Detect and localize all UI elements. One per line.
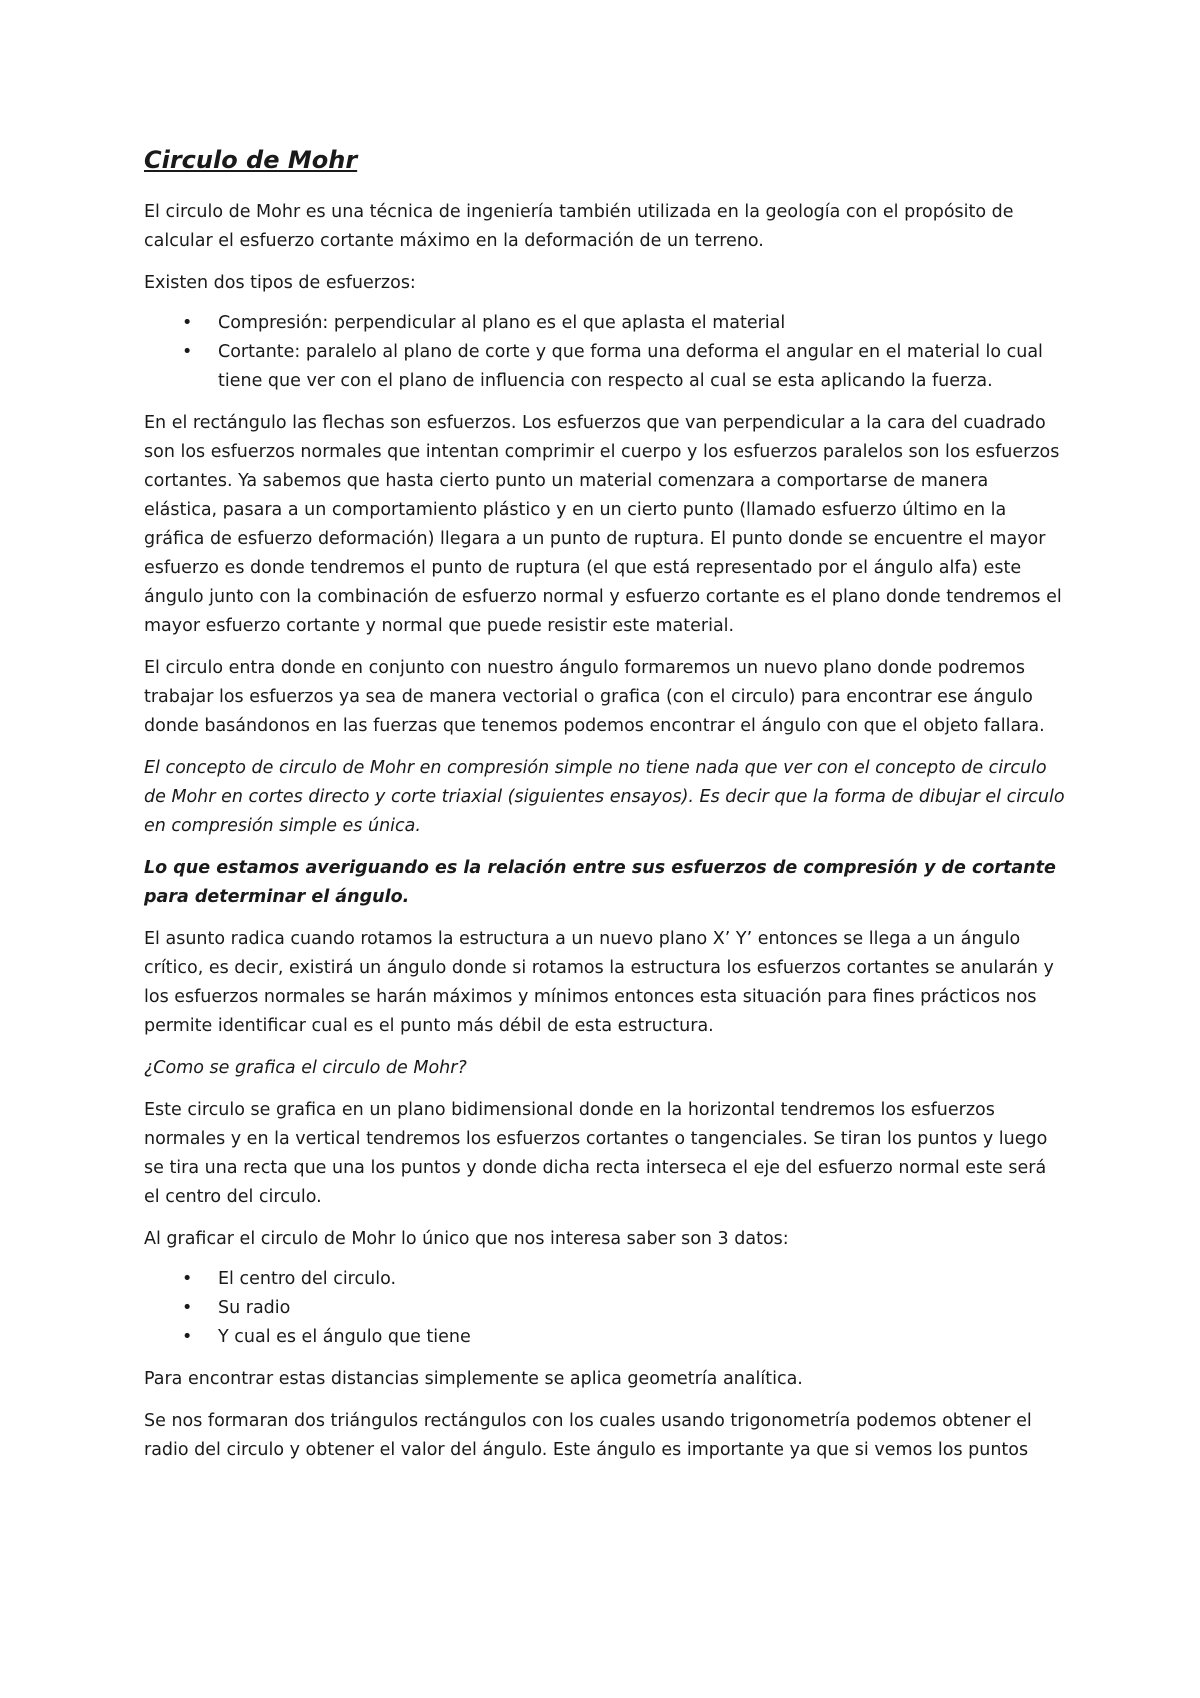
bullet-icon: • [182, 1327, 193, 1347]
bullet-icon: • [182, 342, 193, 362]
bullet-icon: • [182, 1298, 193, 1318]
types-list [144, 309, 1066, 396]
geometry-paragraph: Para encontrar estas distancias simplemente se aplica geometría analítica. [144, 1369, 803, 1389]
emphasis-paragraph: Lo que estamos averiguando es la relación entre sus esfuerzos de compresión y de cortante para determinar el ángulo. [144, 858, 1056, 907]
document-page [144, 142, 1066, 1478]
list-item-text: Y cual es el ángulo que tiene [218, 1327, 471, 1347]
italic-note-paragraph: El concepto de circulo de Mohr en compresión simple no tiene nada que ver con el concepto de circulo de Mohr en cortes directo y corte triaxial (siguientes ensayos). Es decir que la forma de dibujar el circulo en compresión simple es única. [144, 758, 1065, 836]
list-item [144, 1323, 1066, 1352]
bullet-icon: • [182, 1269, 193, 1289]
types-heading: Existen dos tipos de esfuerzos: [144, 273, 416, 293]
list-item-text: Su radio [218, 1298, 291, 1318]
list-item [144, 1294, 1066, 1323]
list-item-text: El centro del circulo. [218, 1269, 397, 1289]
rotation-paragraph: El asunto radica cuando rotamos la estructura a un nuevo plano X’ Y’ entonces se llega a un ángulo crítico, es decir, existirá un ángulo donde si rotamos la estructura los esfuerzos cortantes se anularán y los esfuerzos normales se harán máximos y mínimos entonces esta situación para fines prácticos nos permite identificar cual es el punto más débil de esta estructura. [144, 929, 1054, 1036]
triangles-paragraph: Se nos formaran dos triángulos rectángulos con los cuales usando trigonometría podemos obtener el radio del circulo y obtener el valor del ángulo. Este ángulo es importante ya que si vemos los puntos [144, 1411, 1032, 1460]
list-item [144, 309, 1066, 338]
graph-paragraph: Este circulo se grafica en un plano bidimensional donde en la horizontal tendremos los esfuerzos normales y en la vertical tendremos los esfuerzos cortantes o tangenciales. Se tiran los puntos y luego se tira una recta que una los puntos y donde dicha recta interseca el eje del esfuerzo normal este será el centro del circulo. [144, 1100, 1048, 1207]
circle-paragraph: El circulo entra donde en conjunto con nuestro ángulo formaremos un nuevo plano donde podremos trabajar los esfuerzos ya sea de manera vectorial o grafica (con el circulo) para encontrar ese ángulo donde basándonos en las fuerzas que tenemos podemos encontrar el ángulo con que el objeto fallara. [144, 658, 1045, 736]
document-title: Circulo de Mohr [144, 146, 358, 174]
list-item [144, 1265, 1066, 1294]
question-heading: ¿Como se grafica el circulo de Mohr? [144, 1058, 467, 1078]
list-item [144, 338, 1066, 396]
list-item-text: Cortante: paralelo al plano de corte y que forma una deforma el angular en el material lo cual tiene que ver con el plano de influencia con respecto al cual se esta aplicando la fuerza. [218, 342, 1043, 391]
rectangle-paragraph: En el rectángulo las flechas son esfuerzos. Los esfuerzos que van perpendicular a la cara del cuadrado son los esfuerzos normales que intentan comprimir el cuerpo y los esfuerzos paralelos son los esfuerzos cortantes. Ya sabemos que hasta cierto punto un material comenzara a comportarse de manera elástica, pasara a un comportamiento plástico y en un cierto punto (llamado esfuerzo último en la gráfica de esfuerzo deformación) llegara a un punto de ruptura. El punto donde se encuentre el mayor esfuerzo es donde tendremos el punto de ruptura (el que está representado por el ángulo alfa) este ángulo junto con la combinación de esfuerzo normal y esfuerzo cortante es el plano donde tendremos el mayor esfuerzo cortante y normal que puede resistir este material. [144, 413, 1062, 636]
bullet-icon: • [182, 313, 193, 333]
intro-paragraph: El circulo de Mohr es una técnica de ingeniería también utilizada en la geología con el propósito de calcular el esfuerzo cortante máximo en la deformación de un terreno. [144, 202, 1014, 251]
data-heading: Al graficar el circulo de Mohr lo único que nos interesa saber son 3 datos: [144, 1229, 789, 1249]
list-item-text: Compresión: perpendicular al plano es el que aplasta el material [218, 313, 786, 333]
data-list [144, 1265, 1066, 1352]
